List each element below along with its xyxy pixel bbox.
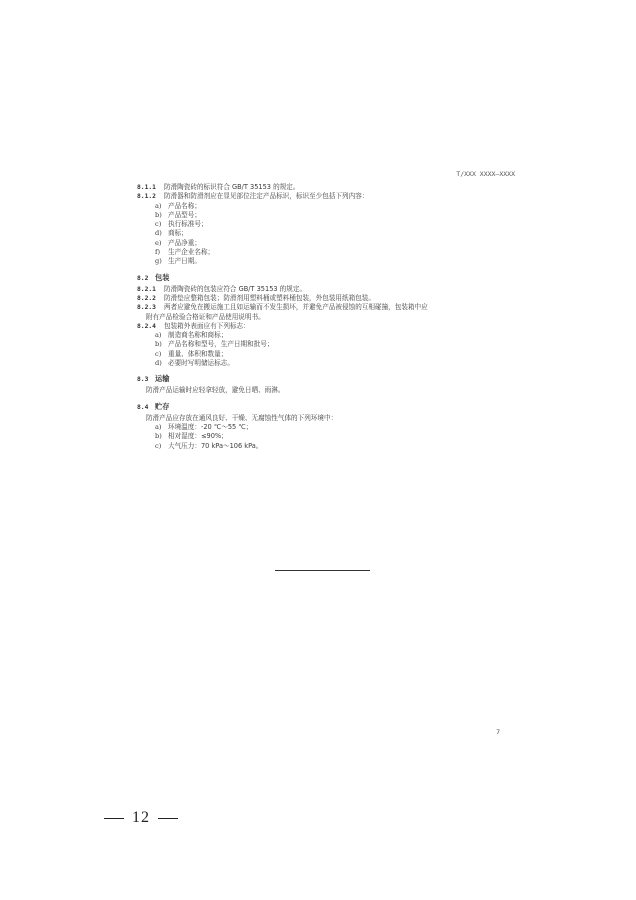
list-item xyxy=(137,359,517,368)
list-marker: a) xyxy=(155,201,162,210)
folio-dash-left xyxy=(104,818,124,819)
document-code: T/XXX XXXX—XXXX xyxy=(456,170,515,178)
clause-8-1-1 xyxy=(137,183,517,192)
list-item-text: 必要时写明储运标志。 xyxy=(168,359,234,368)
list-item-text: 相对湿度：≤90%； xyxy=(168,432,228,441)
clause-text: 防滑陶瓷砖的标识符合 GB/T 35153 的规定。 xyxy=(164,183,300,191)
list-item xyxy=(137,248,517,257)
list-item xyxy=(137,257,517,266)
list-item-text: 大气压力：70 kPa～106 kPa。 xyxy=(168,441,263,450)
list-marker: c) xyxy=(155,441,162,450)
clause-text: 防滑陶瓷砖的包装应符合 GB/T 35153 的规定。 xyxy=(164,284,307,293)
list-marker: c) xyxy=(155,349,162,358)
section-title: 贮存 xyxy=(155,401,170,411)
clause-8-2-3 xyxy=(137,303,517,312)
clause-text: 防滑垫应整箱包装；防滑剂用塑料桶或塑料桶包装，外包装用纸箱包装。 xyxy=(164,293,375,302)
section-number: 8.3 xyxy=(137,376,149,384)
section-heading-transport xyxy=(137,374,517,384)
section-title: 包装 xyxy=(155,272,170,282)
page-content xyxy=(137,183,517,451)
clause-continuation: 附有产品检验合格证和产品使用说明书。 xyxy=(146,312,265,321)
list-marker: a) xyxy=(155,422,162,431)
list-marker: d) xyxy=(155,359,162,368)
list-marker: a) xyxy=(155,331,162,340)
list-item xyxy=(137,229,517,238)
section-number: 8.4 xyxy=(137,403,149,411)
clause-number: 8.2.3 xyxy=(137,304,156,312)
storage-text: 防滑产品应存放在通风良好、干燥、无腐蚀性气体的下列环境中： xyxy=(146,413,338,422)
list-marker: f) xyxy=(155,248,161,257)
list-item xyxy=(137,239,517,248)
clause-number: 8.2.1 xyxy=(137,285,156,293)
list-item-text: 生产日期。 xyxy=(168,257,201,266)
list-item-text: 产品型号； xyxy=(168,210,201,219)
list-marker: b) xyxy=(155,432,162,441)
list-item xyxy=(137,202,517,211)
list-item xyxy=(137,423,517,432)
list-item-text: 产品名称； xyxy=(168,201,201,210)
list-item xyxy=(137,340,517,349)
list-item-text: 重量、体积和数量； xyxy=(168,349,228,358)
folio-dash-right xyxy=(158,818,178,819)
clause-8-2-4 xyxy=(137,322,517,331)
clause-number: 8.2.4 xyxy=(137,322,156,330)
clause-8-1-2 xyxy=(137,192,517,201)
list-item-text: 产品净重； xyxy=(168,238,201,247)
list-item-text: 产品名称和型号，生产日期和批号； xyxy=(168,340,274,349)
list-marker: g) xyxy=(155,257,162,266)
section-heading-packaging xyxy=(137,273,517,283)
list-marker: b) xyxy=(155,340,162,349)
clause-number: 8.1.2 xyxy=(137,193,156,201)
end-of-document-rule xyxy=(275,570,370,571)
clause-text: 两者应避免在搬运施工且如运输而不发生损坏，并避免产品被侵蚀的互相碰撞，包装箱中应 xyxy=(164,303,428,312)
list-item xyxy=(137,220,517,229)
transport-text: 防滑产品运输时应轻拿轻放，避免日晒、雨淋。 xyxy=(146,386,285,395)
list-item-text: 生产企业名称； xyxy=(168,248,215,257)
list-marker: c) xyxy=(155,220,162,229)
clause-number: 8.2.2 xyxy=(137,294,156,302)
list-item-text: 制造商名称和商标； xyxy=(168,331,228,340)
folio-number: 12 xyxy=(132,809,150,826)
list-item xyxy=(137,211,517,220)
list-item xyxy=(137,350,517,359)
list-item xyxy=(137,432,517,441)
clause-number: 8.1.1 xyxy=(137,184,156,191)
list-marker: d) xyxy=(155,229,162,238)
list-item-text: 执行标准号； xyxy=(168,220,208,229)
list-item-text: 商标； xyxy=(168,229,188,238)
list-item-text: 环境温度：-20 ℃～55 ℃； xyxy=(168,422,253,431)
clause-8-2-2 xyxy=(137,294,517,303)
section-title: 运输 xyxy=(155,374,170,384)
section-number: 8.2 xyxy=(137,274,149,282)
list-marker: b) xyxy=(155,210,162,219)
clause-text: 防滑器和防滑剂应在显见部位注定产品标识，标识至少包括下列内容： xyxy=(164,192,369,201)
list-item xyxy=(137,331,517,340)
list-item xyxy=(137,442,517,451)
clause-text: 包装箱外表面应有下列标志： xyxy=(164,321,250,330)
section-heading-storage xyxy=(137,402,517,412)
list-marker: e) xyxy=(155,238,162,247)
inner-page-number: 7 xyxy=(496,728,501,736)
folio xyxy=(96,809,186,827)
clause-8-2-1 xyxy=(137,285,517,294)
